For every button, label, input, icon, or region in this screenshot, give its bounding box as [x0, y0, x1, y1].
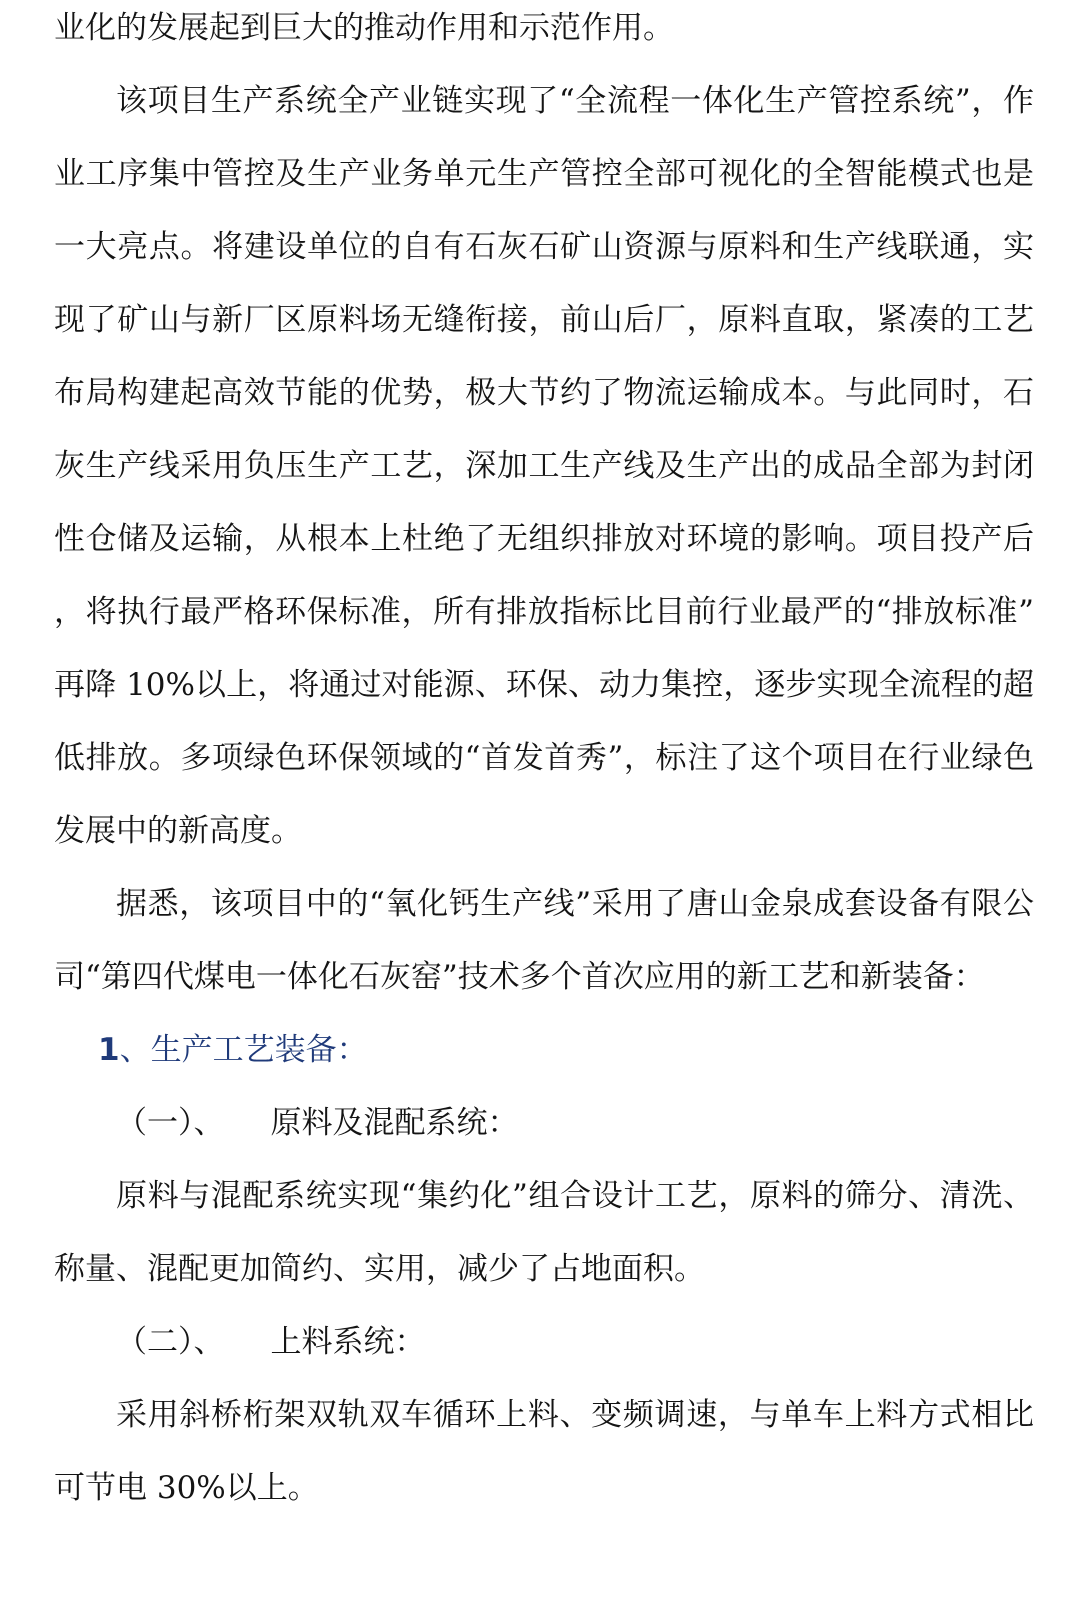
subheading-feeding-system: [54, 1306, 1034, 1379]
subheading-title: 上料系统：: [270, 1324, 426, 1360]
paragraph-calcium-oxide-line: 据悉，该项目中的“氧化钙生产线”采用了唐山金泉成套设备有限公司“第四代煤电一体化石灰窑”技术多个首次应用的新工艺和新装备：: [54, 886, 1034, 995]
paragraph-feeding-system: 采用斜桥桁架双轨双车循环上料、变频调速，与单车上料方式相比可节电 30%以上。: [54, 1397, 1034, 1506]
section-heading-text: 、生产工艺装备：: [119, 1032, 368, 1068]
subheading-number: （二）、: [116, 1324, 225, 1360]
subheading-title: 原料及混配系统：: [270, 1105, 519, 1141]
subheading-number: （一）、: [116, 1105, 225, 1141]
section-heading-number: 1: [98, 1032, 120, 1068]
paragraph-continuation: 业化的发展起到巨大的推动作用和示范作用。: [54, 10, 674, 46]
paragraph-production-system: 该项目生产系统全产业链实现了“全流程一体化生产管控系统”，作业工序集中管控及生产业务单元生产管控全部可视化的全智能模式也是一大亮点。将建设单位的自有石灰石矿山资源与原料和生产线联通，实现了矿山与新厂区原料场无缝衔接，前山后厂，原料直取，紧凑的工艺布局构建起高效节能的优势，极大节约了物流运输成本。与此同时，石灰生产线采用负压生产工艺，深加工生产线及生产出的成品全部为封闭性仓储及运输，从根本上杜绝了无组织排放对环境的影响。项目投产后，将执行最严格环保标准，所有排放指标比目前行业最严的“排放标准”再降 10%以上，将通过对能源、环保、动力集控，逐步实现全流程的超低排放。多项绿色环保领域的“首发首秀”，标注了这个项目在行业绿色发展中的新高度。: [54, 83, 1034, 849]
subheading-raw-material-system: [54, 1087, 1034, 1160]
paragraph-raw-material-system: 原料与混配系统实现“集约化”组合设计工艺，原料的筛分、清洗、称量、混配更加简约、实用，减少了占地面积。: [54, 1178, 1034, 1287]
section-heading-production-equipment: [54, 1014, 1034, 1087]
